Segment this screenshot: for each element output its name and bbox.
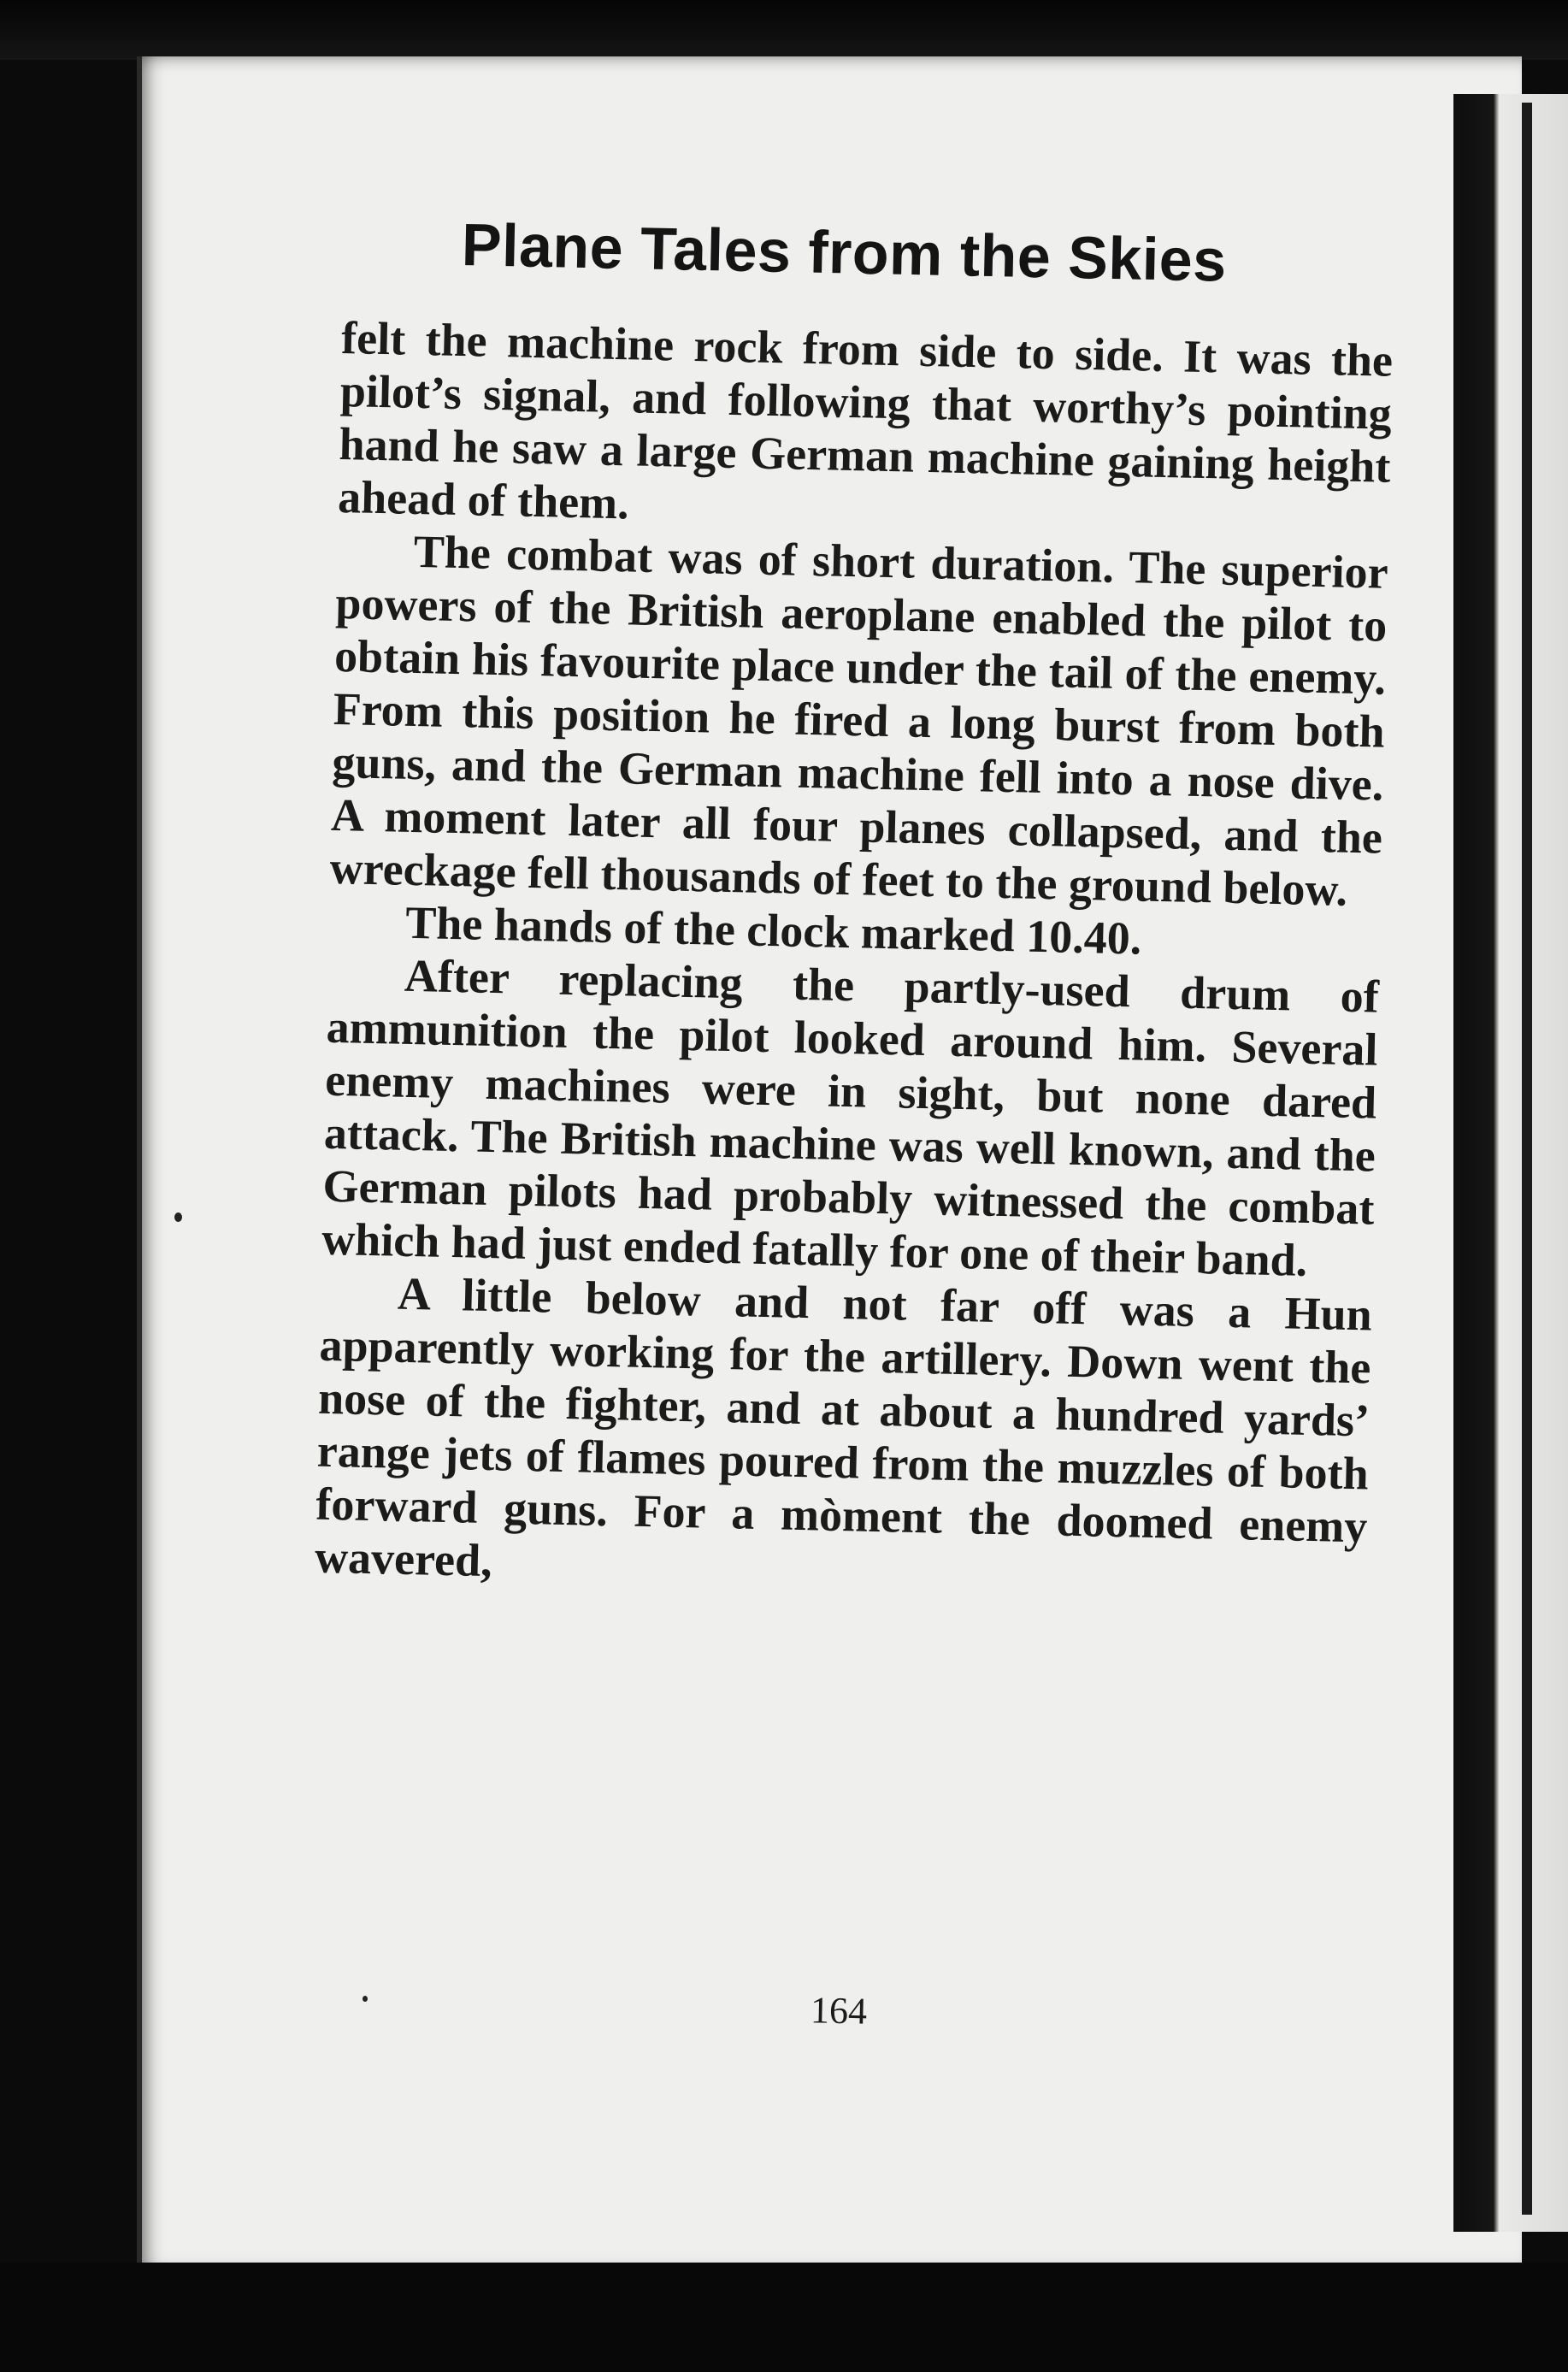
paragraph-2: The combat was of short duration. The superior powers of the British aeroplane enabled the pilot to obtain his favourite place under the tail of the enemy. From this position he fired a long burst from both guns, and the German machine fell into a nose dive. A moment later all four planes collapsed, and the wreckage fell thousands of feet to the ground below.	[329, 525, 1389, 916]
adjacent-page-edge	[1453, 94, 1568, 2232]
body-text	[315, 311, 1394, 1606]
ink-speck	[363, 1996, 368, 2002]
page-number: 164	[810, 1989, 868, 2033]
running-head: Plane Tales from the Skies	[461, 211, 1228, 294]
paragraph-1: felt the machine rock from side to side. It was the pilot’s signal, and following that worthy’s pointing hand he saw a large German machine gaining height ahead of them.	[337, 311, 1394, 529]
paragraph-4: After replacing the partly-used drum of ammunition the pilot looked around him. Several enemy machines were in sight, but none dared attack. The British machine was well known, and the German pilots had probably witnessed the combat which had just ended fatally for one of their band.	[321, 949, 1380, 1286]
ink-speck	[174, 1213, 182, 1222]
paragraph-5: A little below and not far off was a Hun apparently working for the artillery. Down went the nose of the fighter, and at about a hundred yards’ range jets of flames poured from the muzzles of both forward guns. For a mòment the doomed enemy wavered,	[314, 1267, 1373, 1587]
binding-shadow	[1522, 103, 1532, 2215]
scan-bottom-margin	[0, 2263, 1568, 2372]
scan-top-margin	[0, 0, 1568, 60]
paragraph-3: The hands of the clock marked 10.40.	[404, 896, 1142, 965]
